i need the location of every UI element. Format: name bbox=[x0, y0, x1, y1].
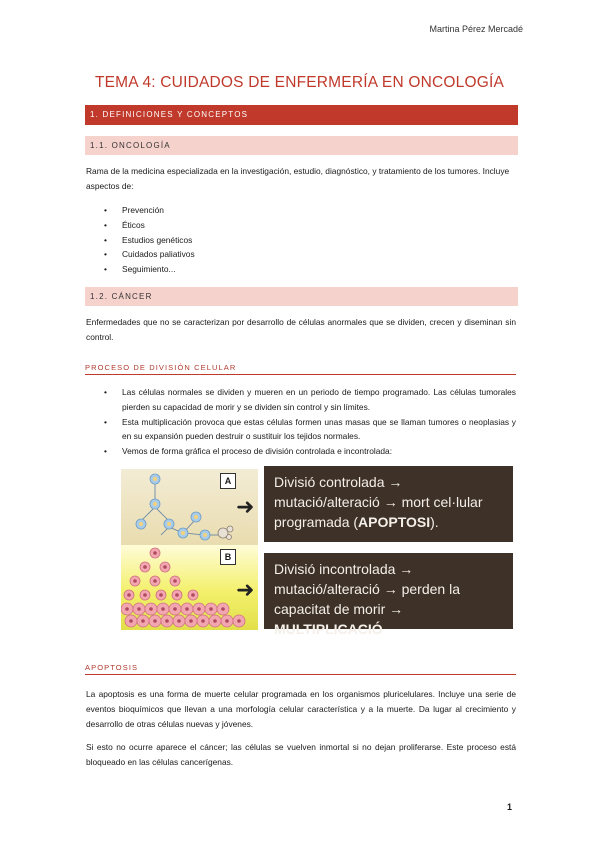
list-item: • Prevención bbox=[86, 203, 516, 218]
controlled-division-box bbox=[264, 466, 513, 542]
cancer-paragraph: Enfermedades que no se caracterizan por desarrollo de células anormales que se dividen, crecen y diseminan sin control. bbox=[86, 317, 516, 342]
heading-proceso-division: PROCESO DE DIVISIÓN CELULAR bbox=[85, 363, 516, 375]
apoptosis-paragraph-2: Si esto no ocurre aparece el cáncer; las células se vuelven inmortal si no dejan proliferarse. Este proceso está bloqueado en las células cancerígenas. bbox=[86, 742, 516, 767]
list-item: • Las células normales se dividen y mueren en un periodo de tiempo programado. Las células tumorales pierden su capacidad de morir y se dividen sin control y sin límites. bbox=[86, 385, 516, 415]
subsection-heading-cancer: 1.2. CÁNCER bbox=[85, 287, 518, 306]
apoptotic-cell bbox=[218, 526, 233, 540]
heading-apoptosis: APOPTOSIS bbox=[85, 663, 516, 675]
box-a-line3: programada (APOPTOSI). bbox=[274, 514, 439, 530]
list-item: • Vemos de forma gráfica el proceso de división controlada e incontrolada: bbox=[86, 444, 516, 459]
arrow-right-icon: ➜ bbox=[236, 577, 255, 602]
box-a-line1: Divisió controlada → bbox=[274, 474, 403, 490]
list-item: • Seguimiento... bbox=[86, 262, 516, 277]
box-b-line2: mutació/alteració → perden la bbox=[274, 581, 460, 597]
document-title: TEMA 4: CUIDADOS DE ENFERMERÍA EN ONCOLOGÍA bbox=[94, 74, 505, 91]
box-a-line2: mutació/alteració → mort cel·lular bbox=[274, 494, 483, 510]
figure-label-a: A bbox=[220, 473, 236, 489]
apoptosis-paragraph-1: La apoptosis es una forma de muerte celular programada en los organismos pluricelulares. Incluye una serie de eventos bioquímicos que llevan a una morfología celular característica y a la muerte. Da lugar al crecimiento y desarrollo de otras células nuevas y jóvenes. bbox=[86, 689, 516, 729]
figure-label-b: B bbox=[220, 549, 236, 565]
uncontrolled-division-box bbox=[264, 553, 513, 637]
list-item: • Esta multiplicación provoca que estas células formen unas masas que se llaman tumores o neoplasias y en su expansión pueden destruir o sustituir los tejidos normales. bbox=[86, 415, 516, 445]
box-b-line1: Divisió incontrolada → bbox=[274, 561, 414, 577]
list-item: • Cuidados paliativos bbox=[86, 247, 516, 262]
box-b-line3: capacitat de morir → MULTIPLICACIÓ bbox=[274, 601, 404, 637]
list-item: • Estudios genéticos bbox=[86, 233, 516, 248]
page-number: 1 bbox=[506, 802, 512, 812]
oncologia-paragraph: Rama de la medicina especializada en la investigación, estudio, diagnóstico, y tratamiento de los tumores. Incluye aspectos de: bbox=[86, 166, 510, 191]
subsection-heading-oncologia: 1.1. ONCOLOGÍA bbox=[85, 136, 518, 155]
oncologia-aspects-list bbox=[86, 203, 516, 277]
section-heading-definiciones: 1. DEFINICIONES Y CONCEPTOS bbox=[85, 105, 518, 125]
list-item: • Éticos bbox=[86, 218, 516, 233]
proceso-list bbox=[86, 385, 516, 459]
document-author: Martina Pérez Mercadé bbox=[429, 24, 523, 34]
arrow-right-icon: ➜ bbox=[236, 494, 255, 519]
